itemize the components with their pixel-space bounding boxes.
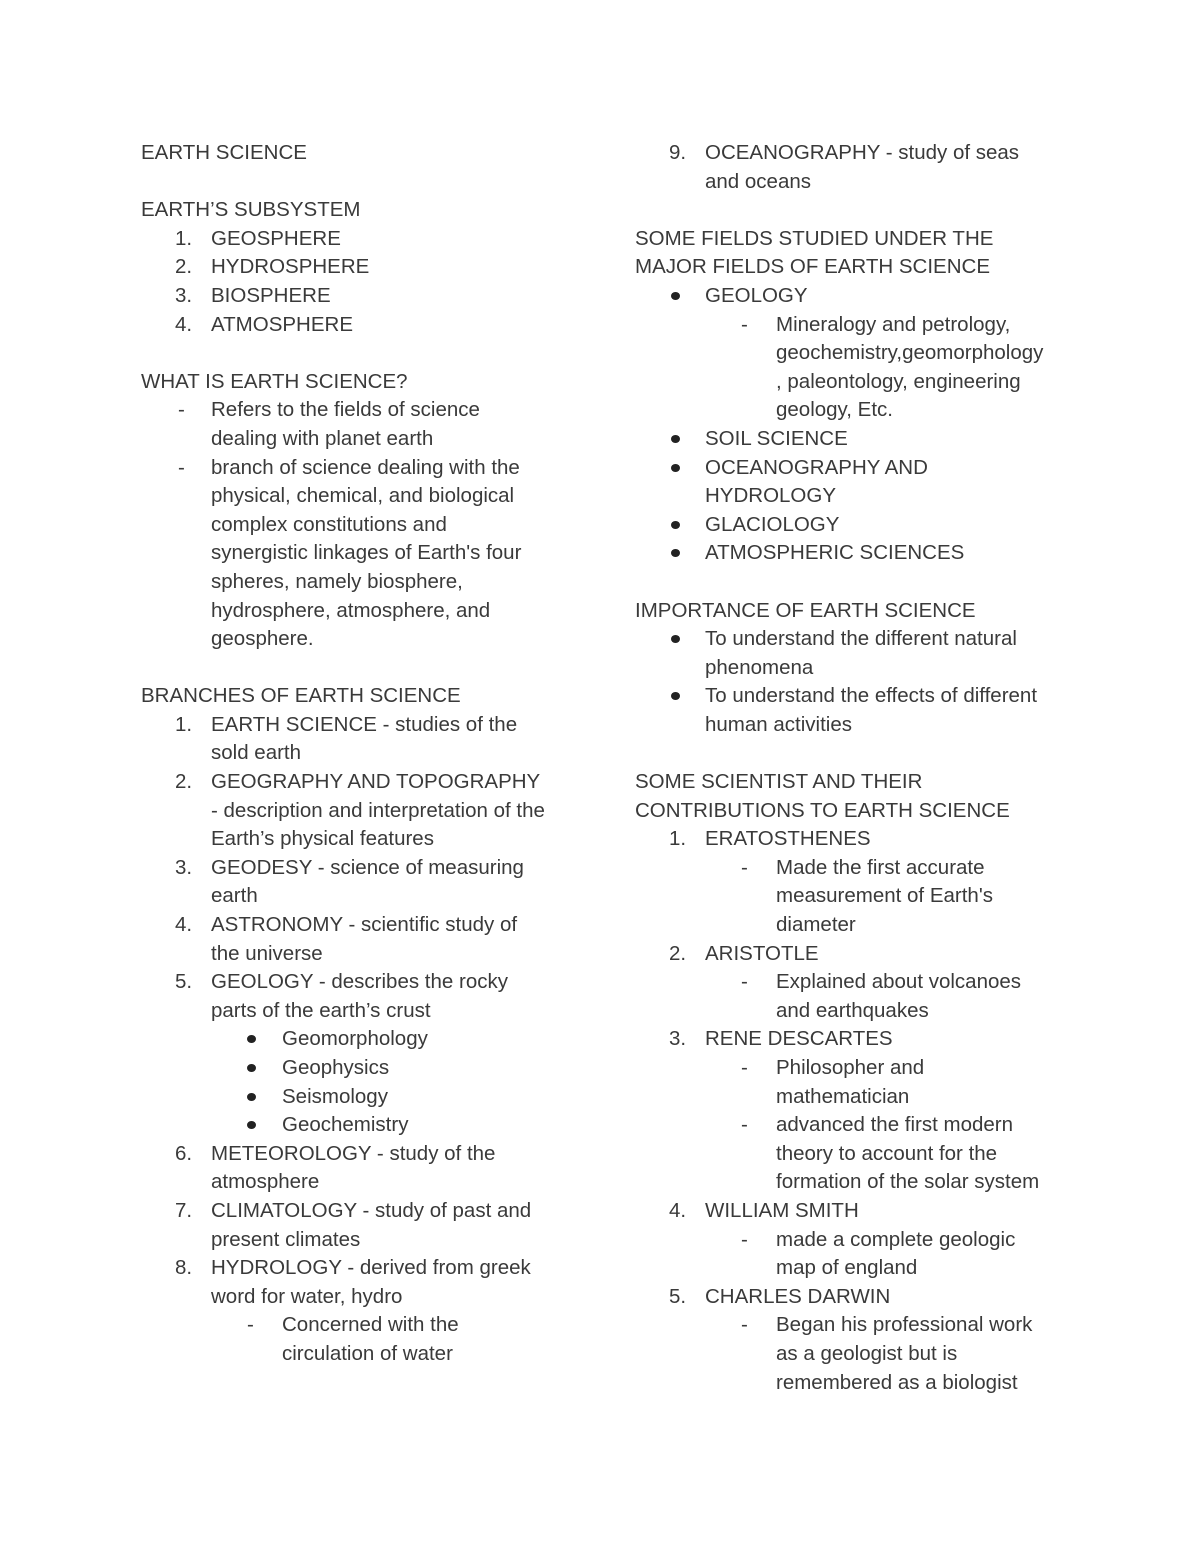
item-number: 5. bbox=[175, 970, 193, 994]
dash-marker: - bbox=[741, 1113, 748, 1137]
subsystem-item bbox=[141, 253, 581, 282]
text-line: atmosphere bbox=[211, 1170, 320, 1194]
scientist-name bbox=[635, 940, 1075, 969]
text-line: BIOSPHERE bbox=[211, 283, 331, 307]
field-item bbox=[635, 539, 1075, 568]
scientist-contribution bbox=[635, 1111, 1075, 1197]
spacer bbox=[635, 739, 1075, 768]
item-number: 4. bbox=[669, 1198, 687, 1222]
scientists-heading: SOME SCIENTIST AND THEIR bbox=[635, 770, 923, 794]
importance-item bbox=[635, 682, 1075, 739]
text-line: GEOGRAPHY AND TOPOGRAPHY bbox=[211, 770, 541, 794]
branches-heading: BRANCHES OF EARTH SCIENCE bbox=[141, 684, 461, 708]
geology-subfield bbox=[141, 1025, 581, 1054]
text-line: advanced the first modern bbox=[776, 1113, 1014, 1137]
field-item bbox=[635, 454, 1075, 511]
spacer bbox=[635, 196, 1075, 225]
spacer bbox=[141, 339, 581, 368]
item-number: 4. bbox=[175, 312, 193, 336]
text-line: as a geologist but is bbox=[776, 1341, 958, 1365]
document-title: EARTH SCIENCE bbox=[141, 141, 307, 164]
importance-heading: IMPORTANCE OF EARTH SCIENCE bbox=[635, 598, 976, 622]
fields-heading: MAJOR FIELDS OF EARTH SCIENCE bbox=[635, 255, 991, 279]
text-line: dealing with planet earth bbox=[211, 426, 434, 450]
geology-subfield bbox=[141, 1111, 581, 1140]
scientists-heading: CONTRIBUTIONS TO EARTH SCIENCE bbox=[635, 798, 1010, 822]
spacer bbox=[141, 168, 581, 197]
text-line: phenomena bbox=[705, 655, 814, 679]
text-line: GEOLOGY bbox=[705, 283, 808, 307]
dash-marker: - bbox=[741, 1227, 748, 1251]
text-line: Geomorphology bbox=[282, 1027, 428, 1051]
dash-marker: - bbox=[741, 970, 748, 994]
text-line: Mineralogy and petrology, bbox=[776, 312, 1011, 336]
bullet-icon bbox=[671, 292, 680, 300]
scientist-contribution bbox=[635, 968, 1075, 1025]
text-line: ATMOSPHERE bbox=[211, 312, 353, 336]
text-line: OCEANOGRAPHY AND bbox=[705, 455, 928, 479]
bullet-icon bbox=[671, 549, 680, 557]
text-line: EARTH SCIENCE - studies of the bbox=[211, 712, 518, 736]
text-line: Concerned with the bbox=[282, 1313, 459, 1337]
scientist-contribution bbox=[635, 1226, 1075, 1283]
item-number: 6. bbox=[175, 1141, 193, 1165]
item-number: 4. bbox=[175, 913, 193, 937]
spacer bbox=[141, 654, 581, 683]
text-line: spheres, namely biosphere, bbox=[211, 569, 463, 593]
text-line: map of england bbox=[776, 1256, 918, 1280]
item-number: 2. bbox=[669, 941, 687, 965]
subsystem-heading: EARTH’S SUBSYSTEM bbox=[141, 198, 361, 222]
text-line: Explained about volcanoes bbox=[776, 970, 1022, 994]
bullet-icon bbox=[671, 464, 680, 472]
geology-note bbox=[635, 311, 1075, 425]
scientist-name bbox=[635, 1025, 1075, 1054]
definition-heading: WHAT IS EARTH SCIENCE? bbox=[141, 369, 408, 393]
dash-marker: - bbox=[741, 1313, 748, 1337]
fields-heading: SOME FIELDS STUDIED UNDER THE bbox=[635, 226, 994, 250]
branch-item bbox=[635, 139, 1075, 196]
bullet-icon bbox=[247, 1121, 256, 1129]
text-line: geosphere. bbox=[211, 627, 314, 651]
importance-item bbox=[635, 625, 1075, 682]
text-line: and oceans bbox=[705, 169, 812, 193]
bullet-icon bbox=[247, 1064, 256, 1072]
definition-item bbox=[141, 396, 581, 453]
scientist-contribution bbox=[635, 1311, 1075, 1397]
bullet-icon bbox=[247, 1093, 256, 1101]
item-number: 9. bbox=[669, 141, 687, 164]
item-number: 3. bbox=[175, 855, 193, 879]
item-number: 1. bbox=[175, 712, 193, 736]
text-line: GEOLOGY - describes the rocky bbox=[211, 970, 508, 994]
definition-item bbox=[141, 454, 581, 654]
left-column bbox=[141, 139, 581, 1369]
dash-marker: - bbox=[741, 855, 748, 879]
text-line: GLACIOLOGY bbox=[705, 512, 840, 536]
right-column bbox=[635, 139, 1075, 1397]
text-line: earth bbox=[211, 884, 258, 908]
text-line: diameter bbox=[776, 913, 856, 937]
branch-item bbox=[141, 1254, 581, 1311]
subsystem-item bbox=[141, 311, 581, 340]
branch-item bbox=[141, 911, 581, 968]
field-item bbox=[635, 511, 1075, 540]
text-line: RENE DESCARTES bbox=[705, 1027, 893, 1051]
text-line: METEOROLOGY - study of the bbox=[211, 1141, 496, 1165]
text-line: GEODESY - science of measuring bbox=[211, 855, 524, 879]
dash-marker: - bbox=[741, 312, 748, 336]
item-number: 1. bbox=[669, 827, 687, 851]
text-line: human activities bbox=[705, 712, 852, 736]
branch-item bbox=[141, 1140, 581, 1197]
text-line: Geophysics bbox=[282, 1056, 390, 1079]
bullet-icon bbox=[247, 1035, 256, 1043]
text-line: present climates bbox=[211, 1227, 361, 1251]
text-line: sold earth bbox=[211, 741, 302, 765]
text-line: ATMOSPHERIC SCIENCES bbox=[705, 541, 965, 565]
text-line: GEOSPHERE bbox=[211, 226, 341, 250]
item-number: 3. bbox=[669, 1027, 687, 1051]
text-line: CLIMATOLOGY - study of past and bbox=[211, 1198, 532, 1222]
item-number: 8. bbox=[175, 1256, 193, 1280]
text-line: HYDROLOGY - derived from greek bbox=[211, 1256, 531, 1280]
text-line: To understand the effects of different bbox=[705, 684, 1038, 708]
text-line: ASTRONOMY - scientific study of bbox=[211, 913, 518, 937]
text-line: theory to account for the bbox=[776, 1141, 998, 1165]
text-line: mathematician bbox=[776, 1084, 910, 1108]
field-item bbox=[635, 282, 1075, 311]
text-line: branch of science dealing with the bbox=[211, 455, 520, 479]
field-item bbox=[635, 425, 1075, 454]
text-line: remembered as a biologist bbox=[776, 1370, 1018, 1394]
text-line: WILLIAM SMITH bbox=[705, 1198, 859, 1222]
item-number: 2. bbox=[175, 770, 193, 794]
scientist-contribution bbox=[635, 1054, 1075, 1111]
text-line: HYDROLOGY bbox=[705, 484, 836, 508]
text-line: physical, chemical, and biological bbox=[211, 484, 515, 508]
text-line: geology, Etc. bbox=[776, 398, 893, 422]
dash-marker: - bbox=[178, 455, 185, 479]
branch-item bbox=[141, 768, 581, 854]
text-line: ERATOSTHENES bbox=[705, 827, 871, 851]
text-line: CHARLES DARWIN bbox=[705, 1284, 891, 1308]
text-line: geochemistry,geomorphology bbox=[776, 341, 1044, 365]
text-line: ARISTOTLE bbox=[705, 941, 819, 965]
scientist-name bbox=[635, 825, 1075, 854]
branch-item bbox=[141, 968, 581, 1025]
branch-item bbox=[141, 711, 581, 768]
text-line: and earthquakes bbox=[776, 998, 929, 1022]
text-line: complex constitutions and bbox=[211, 512, 447, 536]
text-line: OCEANOGRAPHY - study of seas bbox=[705, 141, 1020, 164]
text-line: parts of the earth’s crust bbox=[211, 998, 431, 1022]
text-line: Earth’s physical features bbox=[211, 827, 434, 851]
bullet-icon bbox=[671, 635, 680, 643]
text-line: - description and interpretation of the bbox=[211, 798, 545, 822]
text-line: hydrosphere, atmosphere, and bbox=[211, 598, 491, 622]
branch-item bbox=[141, 854, 581, 911]
text-line: made a complete geologic bbox=[776, 1227, 1016, 1251]
text-line: synergistic linkages of Earth's four bbox=[211, 541, 522, 565]
text-line: formation of the solar system bbox=[776, 1170, 1040, 1194]
text-line: , paleontology, engineering bbox=[776, 369, 1021, 393]
scientist-name bbox=[635, 1283, 1075, 1312]
text-line: Philosopher and bbox=[776, 1056, 925, 1079]
dash-marker: - bbox=[247, 1313, 254, 1337]
text-line: Began his professional work bbox=[776, 1313, 1033, 1337]
bullet-icon bbox=[671, 521, 680, 529]
item-number: 3. bbox=[175, 283, 193, 307]
text-line: Geochemistry bbox=[282, 1113, 409, 1137]
branch-note bbox=[141, 1311, 581, 1368]
item-number: 7. bbox=[175, 1198, 193, 1222]
text-line: Made the first accurate bbox=[776, 855, 985, 879]
item-number: 5. bbox=[669, 1284, 687, 1308]
subsystem-item bbox=[141, 282, 581, 311]
item-number: 1. bbox=[175, 226, 193, 250]
text-line: the universe bbox=[211, 941, 323, 965]
item-number: 2. bbox=[175, 255, 193, 279]
scientist-contribution bbox=[635, 854, 1075, 940]
dash-marker: - bbox=[741, 1056, 748, 1079]
text-line: To understand the different natural bbox=[705, 627, 1017, 651]
spacer bbox=[635, 568, 1075, 597]
text-line: Refers to the fields of science bbox=[211, 398, 480, 422]
text-line: Seismology bbox=[282, 1084, 388, 1108]
scientist-name bbox=[635, 1197, 1075, 1226]
branch-item bbox=[141, 1197, 581, 1254]
text-line: word for water, hydro bbox=[211, 1284, 403, 1308]
bullet-icon bbox=[671, 692, 680, 700]
text-line: measurement of Earth's bbox=[776, 884, 993, 908]
text-line: SOIL SCIENCE bbox=[705, 426, 848, 450]
subsystem-item bbox=[141, 225, 581, 254]
text-line: HYDROSPHERE bbox=[211, 255, 370, 279]
dash-marker: - bbox=[178, 398, 185, 422]
geology-subfield bbox=[141, 1054, 581, 1083]
text-line: circulation of water bbox=[282, 1341, 453, 1365]
geology-subfield bbox=[141, 1083, 581, 1112]
bullet-icon bbox=[671, 435, 680, 443]
